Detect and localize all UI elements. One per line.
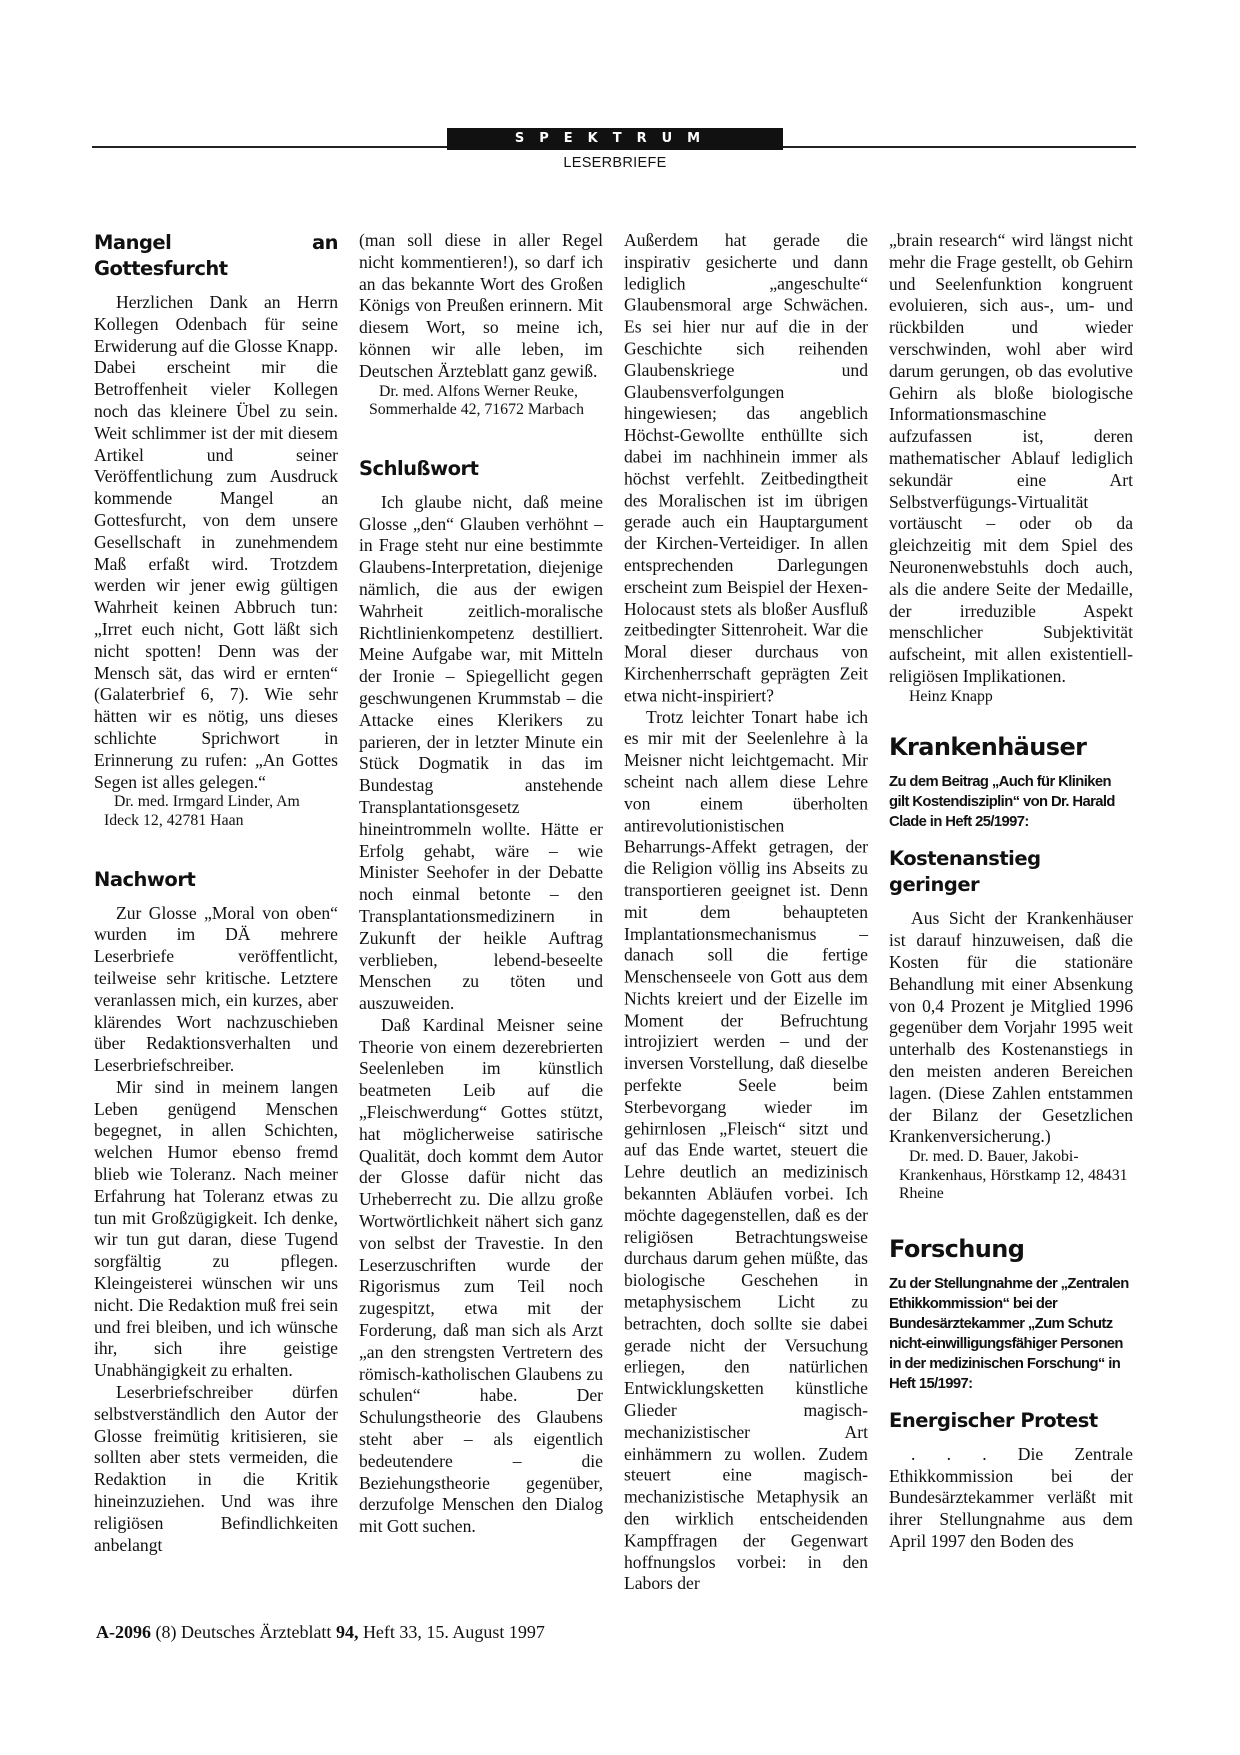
letter-paragraph: Herzlichen Dank an Herrn Kollegen Odenbach für seine Erwiderung auf die Glosse Knapp. Dabei erscheint mir die Betroffenheit vieler Kollegen noch das kleinere Übel zu sein. Weit schlimmer ist der mit diesem Artikel und seiner Veröffentlichung zum Ausdruck kommende Mangel an Gottesfurcht, von dem unsere Gesellschaft in zunehmendem Maß erfaßt wird. Trotzdem werden wir jener ewig gültigen Wahrheit keinen Abbruch tun: „Irret euch nicht, Gott läßt sich nicht spotten! Denn was der Mensch sät, das wird er ernten“ (Galaterbrief 6, 7). Wie sehr hätten wir es nötig, uns dieses schlichte Sprichwort in Erinnerung zu rufen: „An Gottes Segen ist alles gelegen.“ xyxy=(94,292,338,792)
topic-intro: Zu dem Beitrag „Auch für Kliniken gilt Kostendisziplin“ von Dr. Harald Clade in Heft 25/1997: xyxy=(889,774,1115,831)
letter-title: Kostenanstieg geringer xyxy=(889,847,1041,897)
letter-paragraph: Zur Glosse „Moral von oben“ wurden im DÄ mehrere Leserbriefe veröffentlicht, teilweise sehr kritische. Letztere veranlassen mich, ein kurzes, aber klärendes Wort nachzuschieben über Redaktionsverhalten und Leserbriefschreiber. xyxy=(94,902,338,1076)
letter-paragraph: Daß Kardinal Meisner seine Theorie von einem dezerebrierten Seelenleben im künstlich beatmeten Leib auf die „Fleischwerdung“ Gottes stützt, hat möglicherweise satirische Qualität, doch kommt dem Autor der Glosse dafür nicht das Urheberrecht zu. Die allzu große Wortwörtlichkeit nähert sich ganz von selbst der Travestie. In den Leserzuschriften wurde der Rigorismus zum Teil noch zugespitzt, etwa mit der Forderung, daß man sich als Arzt „an den strengsten Vertretern des römisch-katholischen Glaubens zu schulen“ habe. Der Schulungstheorie des Glaubens steht aber – als eigentlich bedeutendere – die Beziehungstheorie gegenüber, derzufolge Menschen den Dialog mit Gott suchen. xyxy=(359,1014,603,1537)
page-number: A-2096 xyxy=(96,1622,151,1642)
letter-paragraph: Leserbriefschreiber dürfen selbstverständlich den Autor der Glosse freimütig kritisieren, sie sollten aber stets vermeiden, die Redaktion in die Kritik hineinzuziehen. Und was ihre religiösen Befindlichkeiten anbelangt xyxy=(94,1382,338,1555)
topic-intro: Zu der Stellungnahme der „Zentralen Ethikkommission“ bei der Bundesärztekammer „Zum Schutz nicht-einwilligungsfähiger Personen in der medizinischen Forschung“ in Heft 15/1997: xyxy=(889,1275,1129,1392)
column-4 xyxy=(889,230,1133,1553)
letter-signature: Dr. med. D. Bauer, Jakobi-Krankenhaus, Hörstkamp 12, 48431 Rheine xyxy=(899,1148,1128,1203)
letter-title: Energischer Protest xyxy=(889,1408,1098,1432)
section-label: LESERBRIEFE xyxy=(563,155,667,171)
footer-journal: (8) Deutsches Ärzteblatt xyxy=(155,1622,332,1642)
letter-paragraph: Trotz leichter Tonart habe ich es mir mit der Seelenlehre à la Meisner nicht leichtgemacht. Mir scheint nach allem diese Lehre von einem überholten antirevolutionistischen Beharrungs-Affekt getragen, der die Religion völlig ins Abseits zu transportieren geeignet ist. Denn mit dem behaupteten Implantationsmechanismus – danach soll die fertige Menschenseele von Gott aus dem Nichts kreiert und der Eizelle im Moment der Befruchtung introjiziert werden – und der inversen Vorstellung, daß dieselbe perfekte Seele beim Sterbevorgang wieder im gehirnlosen „Fleisch“ sitzt und auf das Ende wartet, steuert die Lehre deutlich an medizinisch bekannten Abläufen vorbei. Ich möchte dagegenstellen, daß es der religiösen Betrachtungsweise durchaus darum gehen müßte, das biologische Geschehen in metaphysischem Licht zu betrachten, doch sollte sie dabei gerade nicht der Versuchung erliegen, den natürlichen Entwicklungsketten künstliche Glieder magisch-mechanizistischer Art einhämmern zu wollen. Zudem steuert eine magisch-mechanizistische Metaphysik an den wirklich entscheidenden Kampffragen der Gegenwart hoffnungslos vorbei: in den Labors der xyxy=(624,706,868,1594)
footer-volume: 94, xyxy=(335,1622,359,1642)
footer-issue: Heft 33, 15. August 1997 xyxy=(362,1622,545,1642)
topic-heading: Krankenhäuser xyxy=(889,733,1087,762)
letter-paragraph: Mir sind in meinem langen Leben genügend Menschen begegnet, in allen Schichten, welchen Humor ebenso fremd blieb wie Toleranz. Nach meiner Erfahrung hat Toleranz etwas zu tun mit Großzügigkeit. Ich denke, wir tun gut daran, diese Tugend sorgfältig zu pflegen. Kleingeisterei wünschen wir uns nicht. Die Redaktion muß frei sein und frei bleiben, und ich wünsche ihr, sich ihre geistige Unabhängigkeit zu erhalten. xyxy=(94,1076,338,1381)
column-2 xyxy=(359,230,603,1538)
letter-title: Schlußwort xyxy=(359,456,479,480)
topic-heading: Forschung xyxy=(889,1234,1025,1263)
letter-signature: Heinz Knapp xyxy=(909,687,993,705)
letter-paragraph: „brain research“ wird längst nicht mehr die Frage gestellt, ob Gehirn und Seelenfunktion kongruent evoluieren, sich aus-, um- und rückbilden und wieder verschwinden, wohl aber wird darum gerungen, ob das evolutive Gehirn als bloße biologische Informationsmaschine aufzufassen ist, deren mathematischer Ablauf lediglich sekundär eine Art Selbstverfügungs-Virtualität vortäuscht – oder ob da gleichzeitig mit dem Spiel des Neuronenwebstuhls doch auch, als die andere Seite der Medaille, der irreduzible Aspekt menschlicher Subjektivität aufscheint, mit allen existentiell-religiösen Implikationen. xyxy=(889,230,1133,686)
section-banner: SPEKTRUM xyxy=(447,128,783,150)
letter-signature: Dr. med. Irmgard Linder, Am Ideck 12, 42781 Haan xyxy=(104,793,300,829)
page-footer xyxy=(96,1622,545,1643)
letter-paragraph: Außerdem hat gerade die inspirativ gesicherte und dann lediglich „angeschulte“ Glaubensmoral arge Schwächen. Es sei hier nur auf die in der Geschichte sich reihenden Glaubenskriege und Glaubensverfolgungen hingewiesen; das angeblich Höchst-Gewollte enthüllte sich dabei im nachhinein immer als höchst verfehlt. Zeitbedingtheit des Moralischen ist im übrigen gerade auch ein Hauptargument der Kirchen-Verteidiger. In allen entsprechenden Darlegungen erscheint zum Beispiel der Hexen-Holocaust stets als bloßer Ausfluß zeitbedingter Sittenroheit. War die Moral dieser durchaus von Kirchenherrschaft geprägten Zeit etwa nicht-inspiriert? xyxy=(624,230,868,705)
letter-paragraph: Ich glaube nicht, daß meine Glosse „den“ Glauben verhöhnt – in Frage steht nur eine bestimmte Glaubens-Interpretation, diejenige nämlich, die aus der ewigen Wahrheit zeitlich-moralische Richtlinienkompetenz destilliert. Meine Aufgabe war, mit Mitteln der Ironie – Spiegellicht gegen geschwungenen Krummstab – die Attacke eines Klerikers zu parieren, der in letzter Minute ein Stück Dogmatik in das im Bundestag anstehende Transplantationsgesetz hineintrommeln wollte. Hätte er Erfolg gehabt, wäre – wie Minister Seehofer in der Debatte noch einmal betonte – den Transplantationsmedizinern in Zukunft der heikle Auftrag verblieben, lebend-beseelte Menschen zu töten und auszuweiden. xyxy=(359,491,603,1014)
letter-paragraph: Aus Sicht der Krankenhäuser ist darauf hinzuweisen, daß die Kosten für die stationäre Behandlung mit einer Absenkung von 0,4 Prozent je Mitglied 1996 gegenüber dem Vorjahr 1995 weit unterhalb des Kostenanstiegs in den meisten anderen Bereichen lagen. (Diese Zahlen entstammen der Bilanz der Gesetzlichen Krankenversicherung.) xyxy=(889,908,1133,1147)
letter-signature: Dr. med. Alfons Werner Reuke, Sommerhalde 42, 71672 Marbach xyxy=(369,382,584,419)
letter-title: Mangel an Gottesfurcht xyxy=(94,231,338,280)
column-1 xyxy=(94,230,338,1556)
letter-paragraph: . . . Die Zentrale Ethikkommission bei der Bundesärztekammer verläßt mit ihrer Stellungnahme aus dem April 1997 den Boden des xyxy=(889,1443,1133,1552)
letter-paragraph: (man soll diese in aller Regel nicht kommentieren!), so darf ich an das bekannte Wort des Großen Königs von Preußen erinnern. Mit diesem Wort, so meine ich, können wir alle leben, im Deutschen Ärzteblatt ganz gewiß. xyxy=(359,230,603,381)
letter-title: Nachwort xyxy=(94,867,196,891)
column-3 xyxy=(624,230,868,1595)
